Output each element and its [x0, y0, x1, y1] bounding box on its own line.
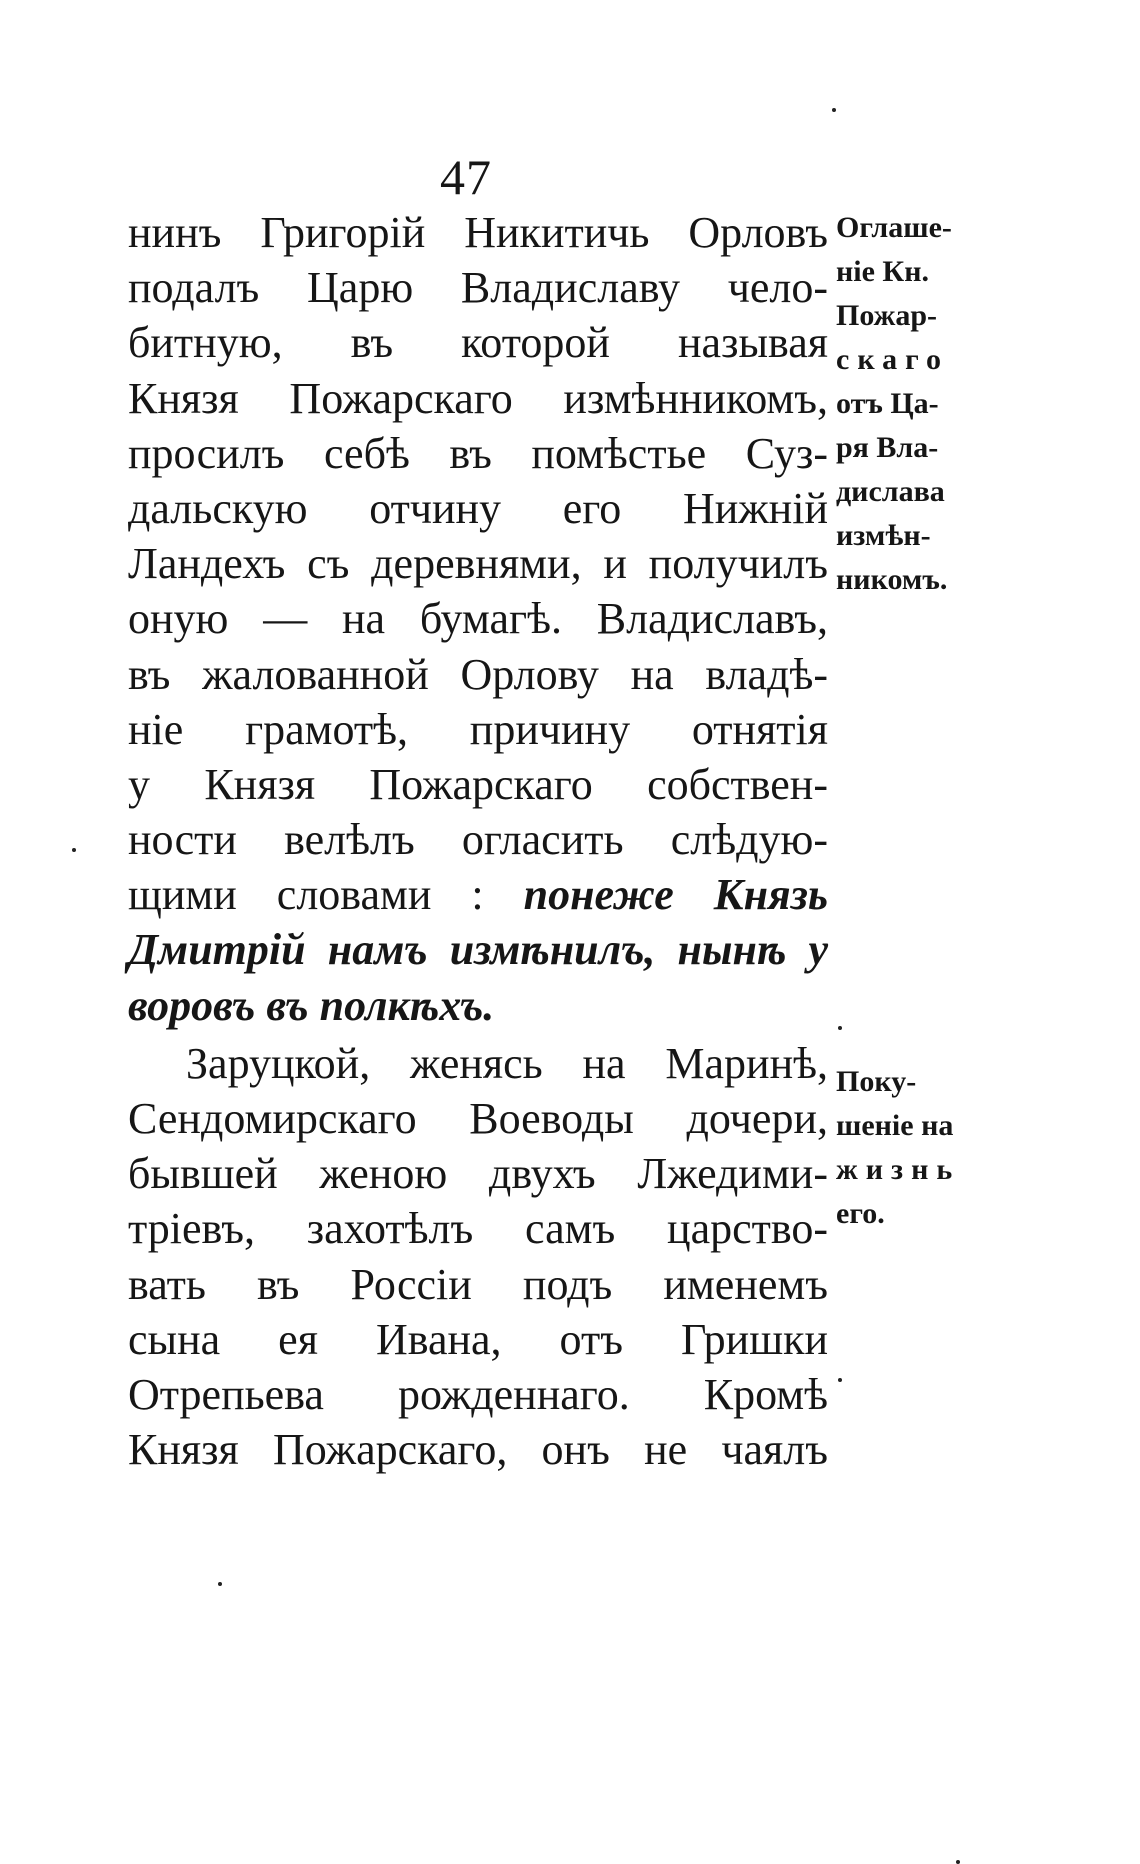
text-line: сына ея Ивана, отъ Гришки — [128, 1314, 828, 1364]
quote-fragment: понеже Князь — [523, 870, 828, 920]
text-line: ніе грамотѣ, причину отнятія — [128, 704, 828, 754]
text-line: оную — на бумагѣ. Владиславъ, — [128, 594, 828, 644]
scan-speck — [832, 108, 836, 112]
margin-note-line: измѣн- — [836, 519, 931, 552]
text-line: Князя Пожарскаго, онъ не чаялъ — [128, 1425, 828, 1475]
margin-note-line: ніе Кн. — [836, 255, 929, 288]
margin-note — [836, 1060, 986, 1236]
margin-note-line: Поку- — [836, 1065, 917, 1098]
margin-note-line: жизнь — [836, 1153, 961, 1186]
scan-speck — [838, 1378, 842, 1382]
margin-note-line: дислава — [836, 475, 945, 508]
quote-line: воровъ въ полкѣхъ. — [128, 980, 495, 1030]
text-line: Сендомирскаго Воеводы дочери, — [128, 1094, 828, 1143]
scan-speck — [956, 1860, 960, 1864]
text-fragment: щими словами : — [128, 870, 484, 920]
margin-note-line: его. — [836, 1197, 885, 1230]
margin-note-line: никомъ. — [836, 563, 948, 596]
text-line: Ландехъ съ деревнями, и получилъ — [128, 539, 828, 589]
text-line: Отрепьева рожденнаго. Кромѣ — [128, 1369, 828, 1419]
quote-line: Дмитрій намъ измѣнилъ, нынѣ у — [128, 925, 828, 975]
text-line: тріевъ, захотѣлъ самъ царство- — [128, 1204, 828, 1254]
text-line: у Князя Пожарскаго собствен- — [128, 759, 828, 809]
main-text-column — [128, 205, 828, 1477]
text-line: дальскую отчину его Нижній — [128, 483, 828, 533]
margin-note — [836, 206, 986, 602]
margin-note-line: Оглаше- — [836, 211, 952, 244]
text-line: битную, въ которой называя — [128, 318, 828, 368]
text-line: подалъ Царю Владиславу чело- — [128, 263, 828, 313]
text-line: въ жалованной Орлову на владѣ- — [128, 649, 828, 699]
page-number: 47 — [440, 149, 492, 205]
scan-speck — [838, 1026, 842, 1030]
text-line: ности велѣлъ огласить слѣдую- — [128, 815, 828, 865]
text-line: Князя Пожарскаго измѣнникомъ, — [128, 373, 828, 423]
margin-note-line: отъ Ца- — [836, 387, 939, 420]
scan-speck — [218, 1582, 222, 1586]
text-line: нинъ Григорій Никитичь Орловъ — [128, 208, 828, 257]
text-line: бывшей женою двухъ Лжедими- — [128, 1149, 828, 1199]
text-line: вать въ Россіи подъ именемъ — [128, 1259, 828, 1309]
margin-note-line: скаго — [836, 343, 950, 376]
margin-note-line: Пожар- — [836, 299, 938, 332]
paragraph-first-line: Заруцкой, женясь на Маринѣ, — [186, 1038, 828, 1088]
text-line: просилъ себѣ въ помѣстье Суз- — [128, 428, 828, 478]
margin-note-line: шеніе на — [836, 1109, 954, 1142]
text-line-with-quote-start — [128, 867, 828, 922]
margin-note-line: ря Вла- — [836, 431, 939, 464]
scan-speck — [72, 848, 76, 852]
